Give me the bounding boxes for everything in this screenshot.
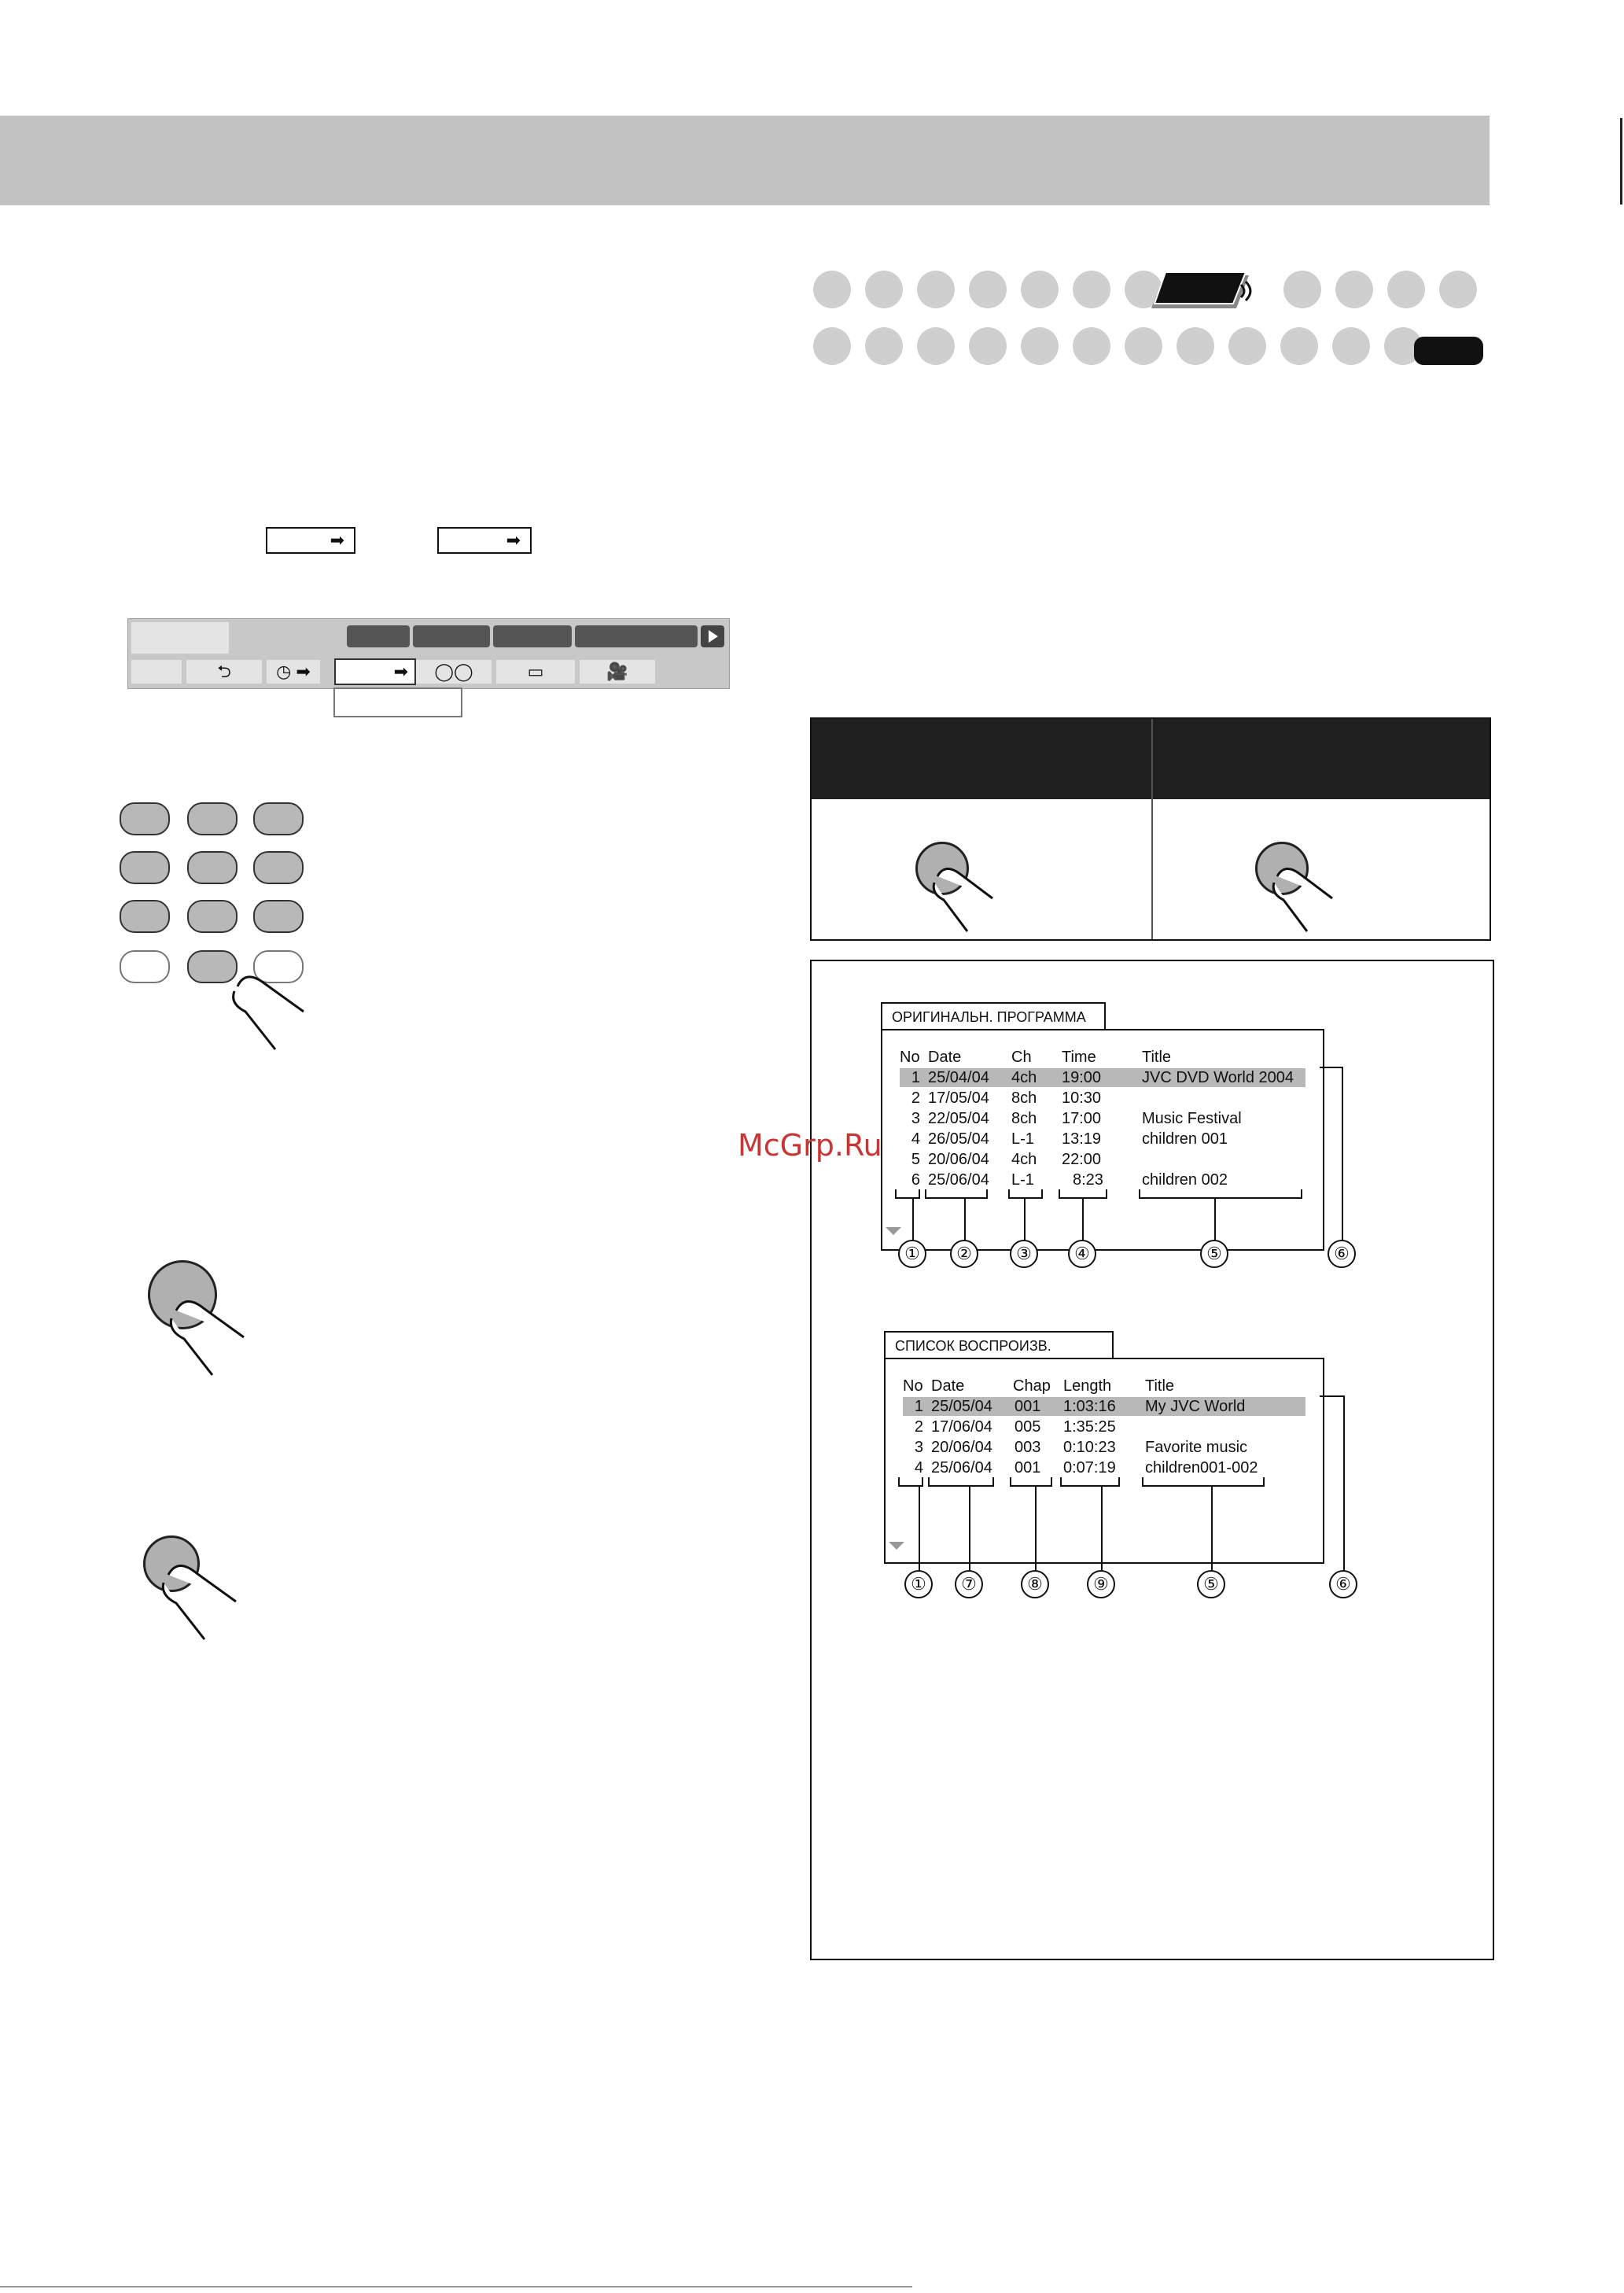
circle-icon: [917, 327, 955, 365]
subtitle-icon: ▭: [496, 660, 575, 684]
callout-number: ⑨: [1087, 1570, 1115, 1598]
screen-examples-panel: [810, 960, 1494, 1960]
finger-press-icon: [165, 1298, 252, 1377]
row-length: 1:03:16: [1063, 1398, 1116, 1415]
callout-bracket: [1142, 1477, 1265, 1487]
row-time: 17:00: [1062, 1110, 1102, 1127]
arrow-right-icon: ➡: [330, 530, 344, 550]
key-2[interactable]: [187, 802, 238, 835]
row-no: 4: [914, 1459, 923, 1476]
row-date: 20/06/04: [928, 1151, 989, 1168]
key-3[interactable]: [253, 802, 304, 835]
circle-icon: [1073, 271, 1110, 308]
row-date: 17/06/04: [931, 1418, 992, 1436]
callout-number: ①: [904, 1570, 933, 1598]
row-time: 13:19: [1062, 1130, 1102, 1148]
callout-bracket: [925, 1189, 988, 1199]
row-no: 6: [911, 1171, 920, 1189]
key-blank-left[interactable]: [120, 950, 170, 983]
row-ch: 8ch: [1011, 1089, 1037, 1107]
callout-line: [1342, 1067, 1343, 1257]
callout-bracket: [895, 1189, 920, 1199]
footer-rule: [0, 2286, 912, 2287]
key-4[interactable]: [120, 851, 170, 884]
circle-icon: [1177, 327, 1214, 365]
row-length: 1:35:25: [1063, 1418, 1116, 1436]
callout-number: ②: [950, 1240, 978, 1268]
callout-bracket: [1060, 1477, 1120, 1487]
row-length: 0:10:23: [1063, 1439, 1116, 1456]
circle-icon: [813, 327, 851, 365]
col-no: No: [903, 1377, 923, 1395]
osd-input-field: [333, 688, 462, 717]
row-title: children001-002: [1145, 1459, 1258, 1476]
circle-icon: [1280, 327, 1318, 365]
col-title: Title: [1142, 1049, 1172, 1066]
circle-icon: [865, 271, 903, 308]
angle-icon: 🎥: [580, 660, 655, 684]
osd-segment: [413, 625, 490, 647]
scroll-down-icon: [886, 1227, 901, 1235]
screen-tab: ОРИГИНАЛЬН. ПРОГРАММА: [881, 1002, 1106, 1030]
repeat-icon: ⮌: [186, 660, 262, 684]
circle-icon: [1228, 327, 1266, 365]
row-time: 22:00: [1062, 1151, 1102, 1168]
table-divider: [1151, 719, 1153, 939]
table-row[interactable]: [900, 1150, 1305, 1169]
col-chap: Chap: [1013, 1377, 1051, 1395]
col-title: Title: [1145, 1377, 1175, 1395]
button-table: [810, 717, 1491, 941]
page-edge-mark: [1620, 118, 1622, 205]
circle-icon: [813, 271, 851, 308]
step-arrow-box: [437, 527, 532, 554]
language-badge: [1414, 337, 1483, 365]
callout-number: ⑤: [1200, 1240, 1228, 1268]
col-date: Date: [928, 1049, 962, 1066]
circle-icon: [1021, 271, 1059, 308]
row-chap: 005: [1015, 1418, 1041, 1436]
callout-line: [1320, 1395, 1345, 1397]
circle-icon: [1021, 327, 1059, 365]
header-band: [0, 116, 1490, 205]
row-date: 25/05/04: [931, 1398, 992, 1415]
circle-icon: [865, 327, 903, 365]
finger-press-icon: [1269, 865, 1340, 933]
table-row[interactable]: [900, 1068, 1305, 1087]
osd-segment: [347, 625, 410, 647]
table-row[interactable]: [900, 1089, 1305, 1108]
callout-number: ⑦: [955, 1570, 983, 1598]
row-length: 0:07:19: [1063, 1459, 1116, 1476]
screen-tab: СПИСОК ВОСПРОИЗВ.: [884, 1331, 1114, 1359]
row-title: Music Festival: [1142, 1110, 1242, 1127]
row-date: 22/05/04: [928, 1110, 989, 1127]
finger-press-icon: [930, 865, 1000, 933]
table-header: [812, 719, 1490, 799]
col-no: No: [900, 1049, 920, 1066]
callout-bracket: [1059, 1189, 1107, 1199]
finger-press-icon: [157, 1562, 244, 1641]
circle-icon: [917, 271, 955, 308]
osd-cell: [131, 660, 182, 684]
key-5[interactable]: [187, 851, 238, 884]
finger-press-icon: [228, 972, 315, 1051]
callout-number: ⑥: [1328, 1240, 1356, 1268]
row-no: 2: [911, 1089, 920, 1107]
chapter-search-icon: ➡: [334, 658, 416, 685]
row-title: JVC DVD World 2004: [1142, 1069, 1294, 1086]
row-ch: L-1: [1011, 1130, 1034, 1148]
circle-icon: [1073, 327, 1110, 365]
callout-bracket: [1010, 1477, 1052, 1487]
row-time: 8:23: [1073, 1171, 1103, 1189]
row-no: 1: [914, 1398, 923, 1415]
circle-icon: [1439, 271, 1477, 308]
audio-icon: ◯◯: [416, 660, 492, 684]
table-row[interactable]: [903, 1458, 1305, 1477]
play-icon: [701, 625, 724, 647]
callout-bracket: [1008, 1189, 1043, 1199]
osd-segment: [493, 625, 572, 647]
row-ch: 4ch: [1011, 1151, 1037, 1168]
row-no: 4: [911, 1130, 920, 1148]
callout-number: ①: [898, 1240, 926, 1268]
table-row[interactable]: [900, 1130, 1305, 1148]
callout-line: [1320, 1067, 1343, 1068]
arrow-right-icon: ➡: [506, 530, 521, 550]
watermark: McGrp.Ru: [738, 1128, 882, 1163]
callout-bracket: [1139, 1189, 1302, 1199]
table-row[interactable]: [900, 1170, 1305, 1189]
col-length: Length: [1063, 1377, 1112, 1395]
row-ch: L-1: [1011, 1171, 1034, 1189]
row-no: 2: [914, 1418, 923, 1436]
col-time: Time: [1062, 1049, 1096, 1066]
circle-icon: [1283, 271, 1321, 308]
circle-icon: [969, 327, 1007, 365]
callout-number: ③: [1010, 1240, 1038, 1268]
row-chap: 001: [1015, 1398, 1041, 1415]
row-ch: 8ch: [1011, 1110, 1037, 1127]
row-chap: 001: [1015, 1459, 1041, 1476]
key-1[interactable]: [120, 802, 170, 835]
playlist-screen: [884, 1358, 1324, 1564]
callout-bracket: [928, 1477, 994, 1487]
row-title: children 001: [1142, 1130, 1228, 1148]
callout-number: ⑤: [1197, 1570, 1225, 1598]
remote-control-icon: [1150, 272, 1252, 312]
row-date: 25/04/04: [928, 1069, 989, 1086]
original-program-screen: [881, 1029, 1324, 1251]
osd-segment: [575, 625, 698, 647]
callout-number: ⑥: [1329, 1570, 1357, 1598]
circle-icon: [1335, 271, 1373, 308]
key-8[interactable]: [187, 900, 238, 933]
row-title: Favorite music: [1145, 1439, 1248, 1456]
row-date: 25/06/04: [931, 1459, 992, 1476]
key-7[interactable]: [120, 900, 170, 933]
callout-number: ④: [1068, 1240, 1096, 1268]
on-screen-bar: [127, 618, 730, 689]
col-ch: Ch: [1011, 1049, 1032, 1066]
row-title: My JVC World: [1145, 1398, 1246, 1415]
row-chap: 003: [1015, 1439, 1041, 1456]
table-row[interactable]: [903, 1397, 1305, 1416]
row-no: 3: [911, 1110, 920, 1127]
col-date: Date: [931, 1377, 965, 1395]
row-date: 17/05/04: [928, 1089, 989, 1107]
row-no: 3: [914, 1439, 923, 1456]
row-no: 1: [911, 1069, 920, 1086]
callout-line: [1343, 1395, 1345, 1586]
circle-icon: [969, 271, 1007, 308]
key-9[interactable]: [253, 900, 304, 933]
row-time: 19:00: [1062, 1069, 1102, 1086]
row-date: 26/05/04: [928, 1130, 989, 1148]
osd-tab: [131, 622, 229, 654]
circle-icon: [1125, 327, 1162, 365]
circle-icon: [1332, 327, 1370, 365]
key-6[interactable]: [253, 851, 304, 884]
scroll-down-icon: [889, 1542, 904, 1550]
table-row[interactable]: [903, 1438, 1305, 1457]
table-row[interactable]: [903, 1417, 1305, 1436]
callout-bracket: [898, 1477, 923, 1487]
table-row[interactable]: [900, 1109, 1305, 1128]
row-date: 20/06/04: [931, 1439, 992, 1456]
row-ch: 4ch: [1011, 1069, 1037, 1086]
callout-number: ⑧: [1021, 1570, 1049, 1598]
circle-icon: [1387, 271, 1425, 308]
row-title: children 002: [1142, 1171, 1228, 1189]
row-date: 25/06/04: [928, 1171, 989, 1189]
time-search-icon: ◷ ➡: [267, 660, 320, 684]
row-time: 10:30: [1062, 1089, 1102, 1107]
step-arrow-box: [266, 527, 355, 554]
row-no: 5: [911, 1151, 920, 1168]
